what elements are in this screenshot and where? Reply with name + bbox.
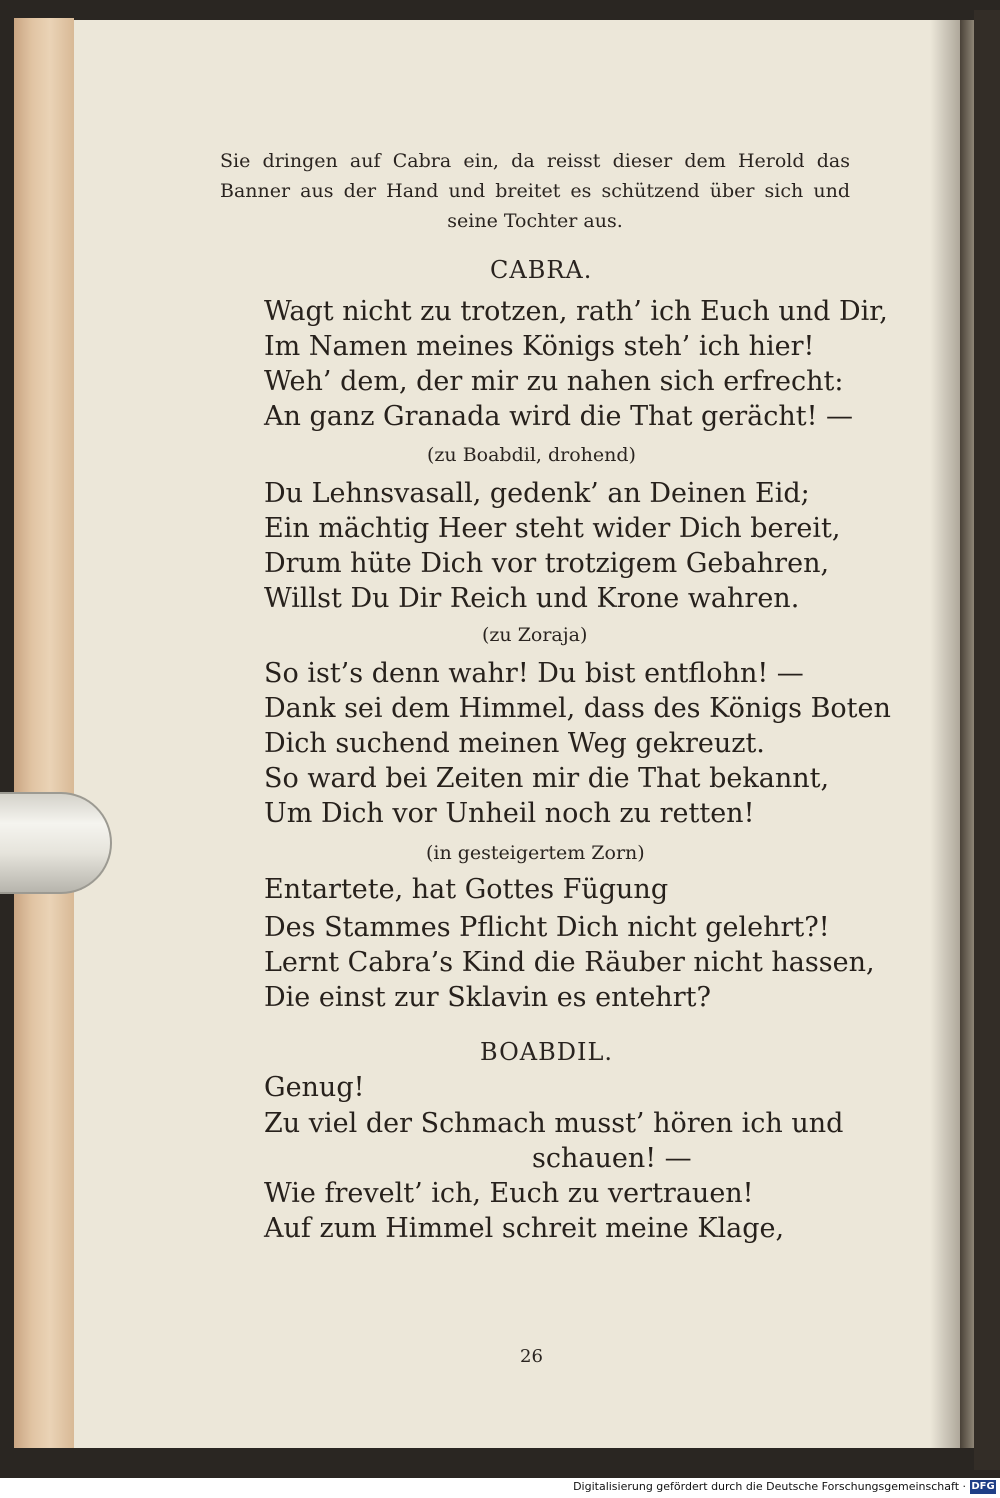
speaker-cabra: CABRA. (490, 256, 593, 284)
verse-line: Genug! (264, 1072, 365, 1103)
verse-line: Ein mächtig Heer steht wider Dich bereit, (264, 513, 841, 544)
verse-line: Weh’ dem, der mir zu nahen sich erfrecht: (264, 366, 844, 397)
verse-line: Wie frevelt’ ich, Euch zu vertrauen! (264, 1178, 754, 1209)
verse-line: Wagt nicht zu trotzen, rath’ ich Euch und Dir, (264, 296, 888, 327)
book-spine-shadow (960, 20, 974, 1448)
verse-line: schauen! — (532, 1143, 692, 1174)
verse-line: Um Dich vor Unheil noch zu retten! (264, 798, 755, 829)
page-clip (0, 792, 130, 894)
verse-line: Zu viel der Schmach musst’ hören ich und (264, 1108, 844, 1139)
verse-line: Entartete, hat Gottes Fügung (264, 874, 669, 905)
verse-line: So ist’s denn wahr! Du bist entflohn! — (264, 658, 804, 689)
verse-line: Drum hüte Dich vor trotzigem Gebahren, (264, 548, 830, 579)
stage-direction: Sie dringen auf Cabra ein, da reisst dieser dem Herold das Banner aus der Hand und breitet es schützend über sich und seine Tochter aus. (220, 150, 850, 232)
verse-line: Willst Du Dir Reich und Krone wahren. (264, 583, 800, 614)
verse-line: Dank sei dem Himmel, dass des Königs Boten (264, 693, 891, 724)
stage-direction-inline: (zu Zoraja) (482, 624, 588, 646)
page-number: 26 (520, 1346, 543, 1367)
book-page-edges (14, 18, 74, 1448)
verse-line: Des Stammes Pflicht Dich nicht gelehrt?! (264, 912, 830, 943)
verse-line: Du Lehnsvasall, gedenk’ an Deinen Eid; (264, 478, 810, 509)
verse-line: Die einst zur Sklavin es entehrt? (264, 982, 711, 1013)
stage-direction-inline: (zu Boabdil, drohend) (427, 444, 636, 466)
footer-bar (0, 1478, 1000, 1498)
book-binding (974, 10, 1000, 1470)
verse-line: Lernt Cabra’s Kind die Räuber nicht hassen, (264, 947, 875, 978)
verse-line: Im Namen meines Königs steh’ ich hier! (264, 331, 815, 362)
verse-line: Auf zum Himmel schreit meine Klage, (264, 1213, 785, 1244)
verse-line: So ward bei Zeiten mir die That bekannt, (264, 763, 830, 794)
funding-credit: Digitalisierung gefördert durch die Deutsche Forschungsgemeinschaft · (573, 1480, 966, 1493)
stage-direction-inline: (in gesteigertem Zorn) (426, 842, 645, 864)
verse-line: Dich suchend meinen Weg gekreuzt. (264, 728, 765, 759)
speaker-boabdil: BOABDIL. (480, 1038, 614, 1066)
verse-line: An ganz Granada wird die That gerächt! — (264, 401, 854, 432)
dfg-logo: DFG (971, 1481, 995, 1492)
